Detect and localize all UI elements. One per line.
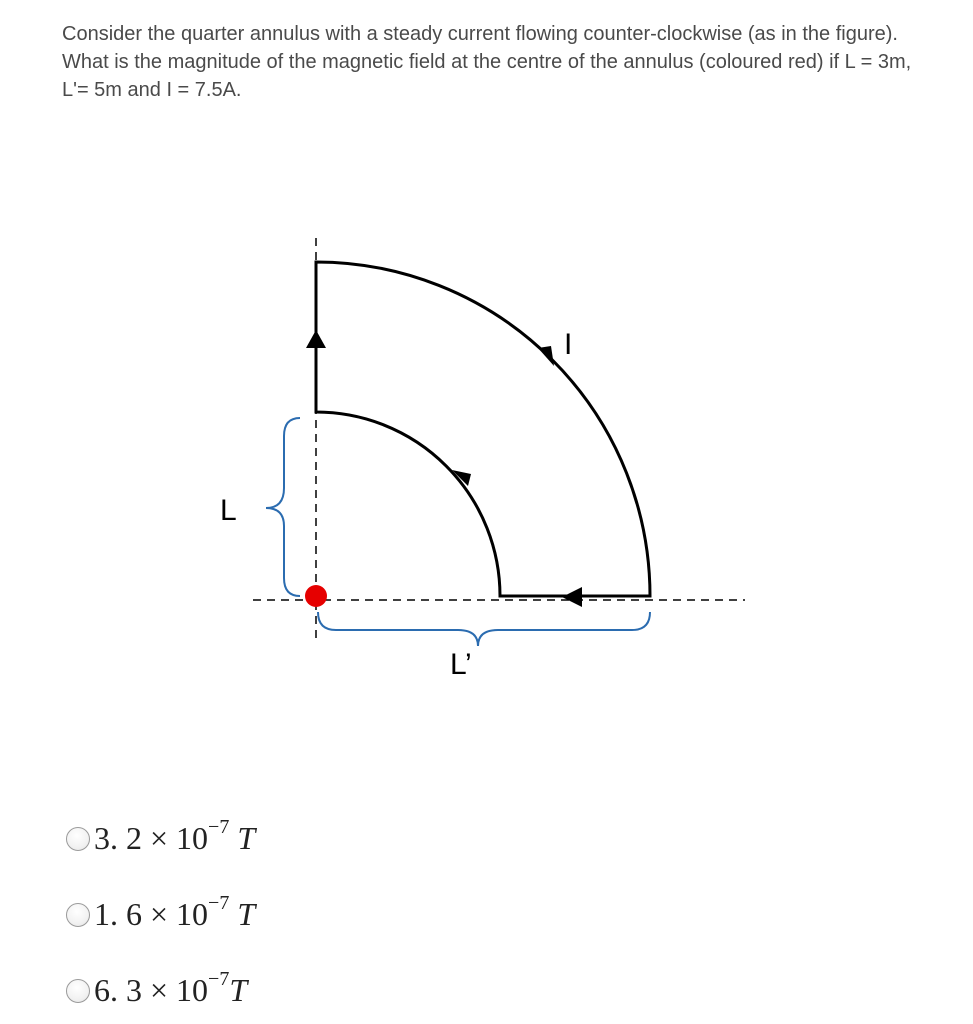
label-I: I — [564, 328, 573, 361]
radio-button[interactable] — [66, 979, 90, 1003]
radio-button[interactable] — [66, 827, 90, 851]
answer-value: 6. $3 \times 10^{-7}T$ — [94, 968, 248, 1008]
question-text: Consider the quarter annulus with a steady current flowing counter-clockwise (as in the figure). What is the magnitude of the magnetic field at the centre of the annulus (coloured red) if L = 3m, L'= 5m and I = 7.5A. — [62, 23, 912, 101]
answer-option-2[interactable] — [66, 892, 256, 933]
arrow-up-icon — [306, 330, 326, 348]
annulus-centre-point — [305, 585, 327, 607]
answer-option-3[interactable] — [66, 968, 248, 1009]
current-loop — [316, 262, 650, 596]
label-L: L — [220, 494, 237, 527]
answer-value: 1. $6 \times 10^{-7}$ T — [94, 892, 256, 932]
arrow-outer-arc-icon — [538, 346, 554, 366]
brace-L — [266, 418, 300, 596]
label-Lprime: L’ — [450, 648, 472, 681]
answer-value: 3. $2 \times 10^{-7}$ T — [94, 816, 256, 856]
answer-option-1[interactable] — [66, 816, 256, 857]
arrow-left-icon — [562, 587, 582, 607]
brace-Lprime — [318, 612, 650, 646]
radio-button[interactable] — [66, 903, 90, 927]
